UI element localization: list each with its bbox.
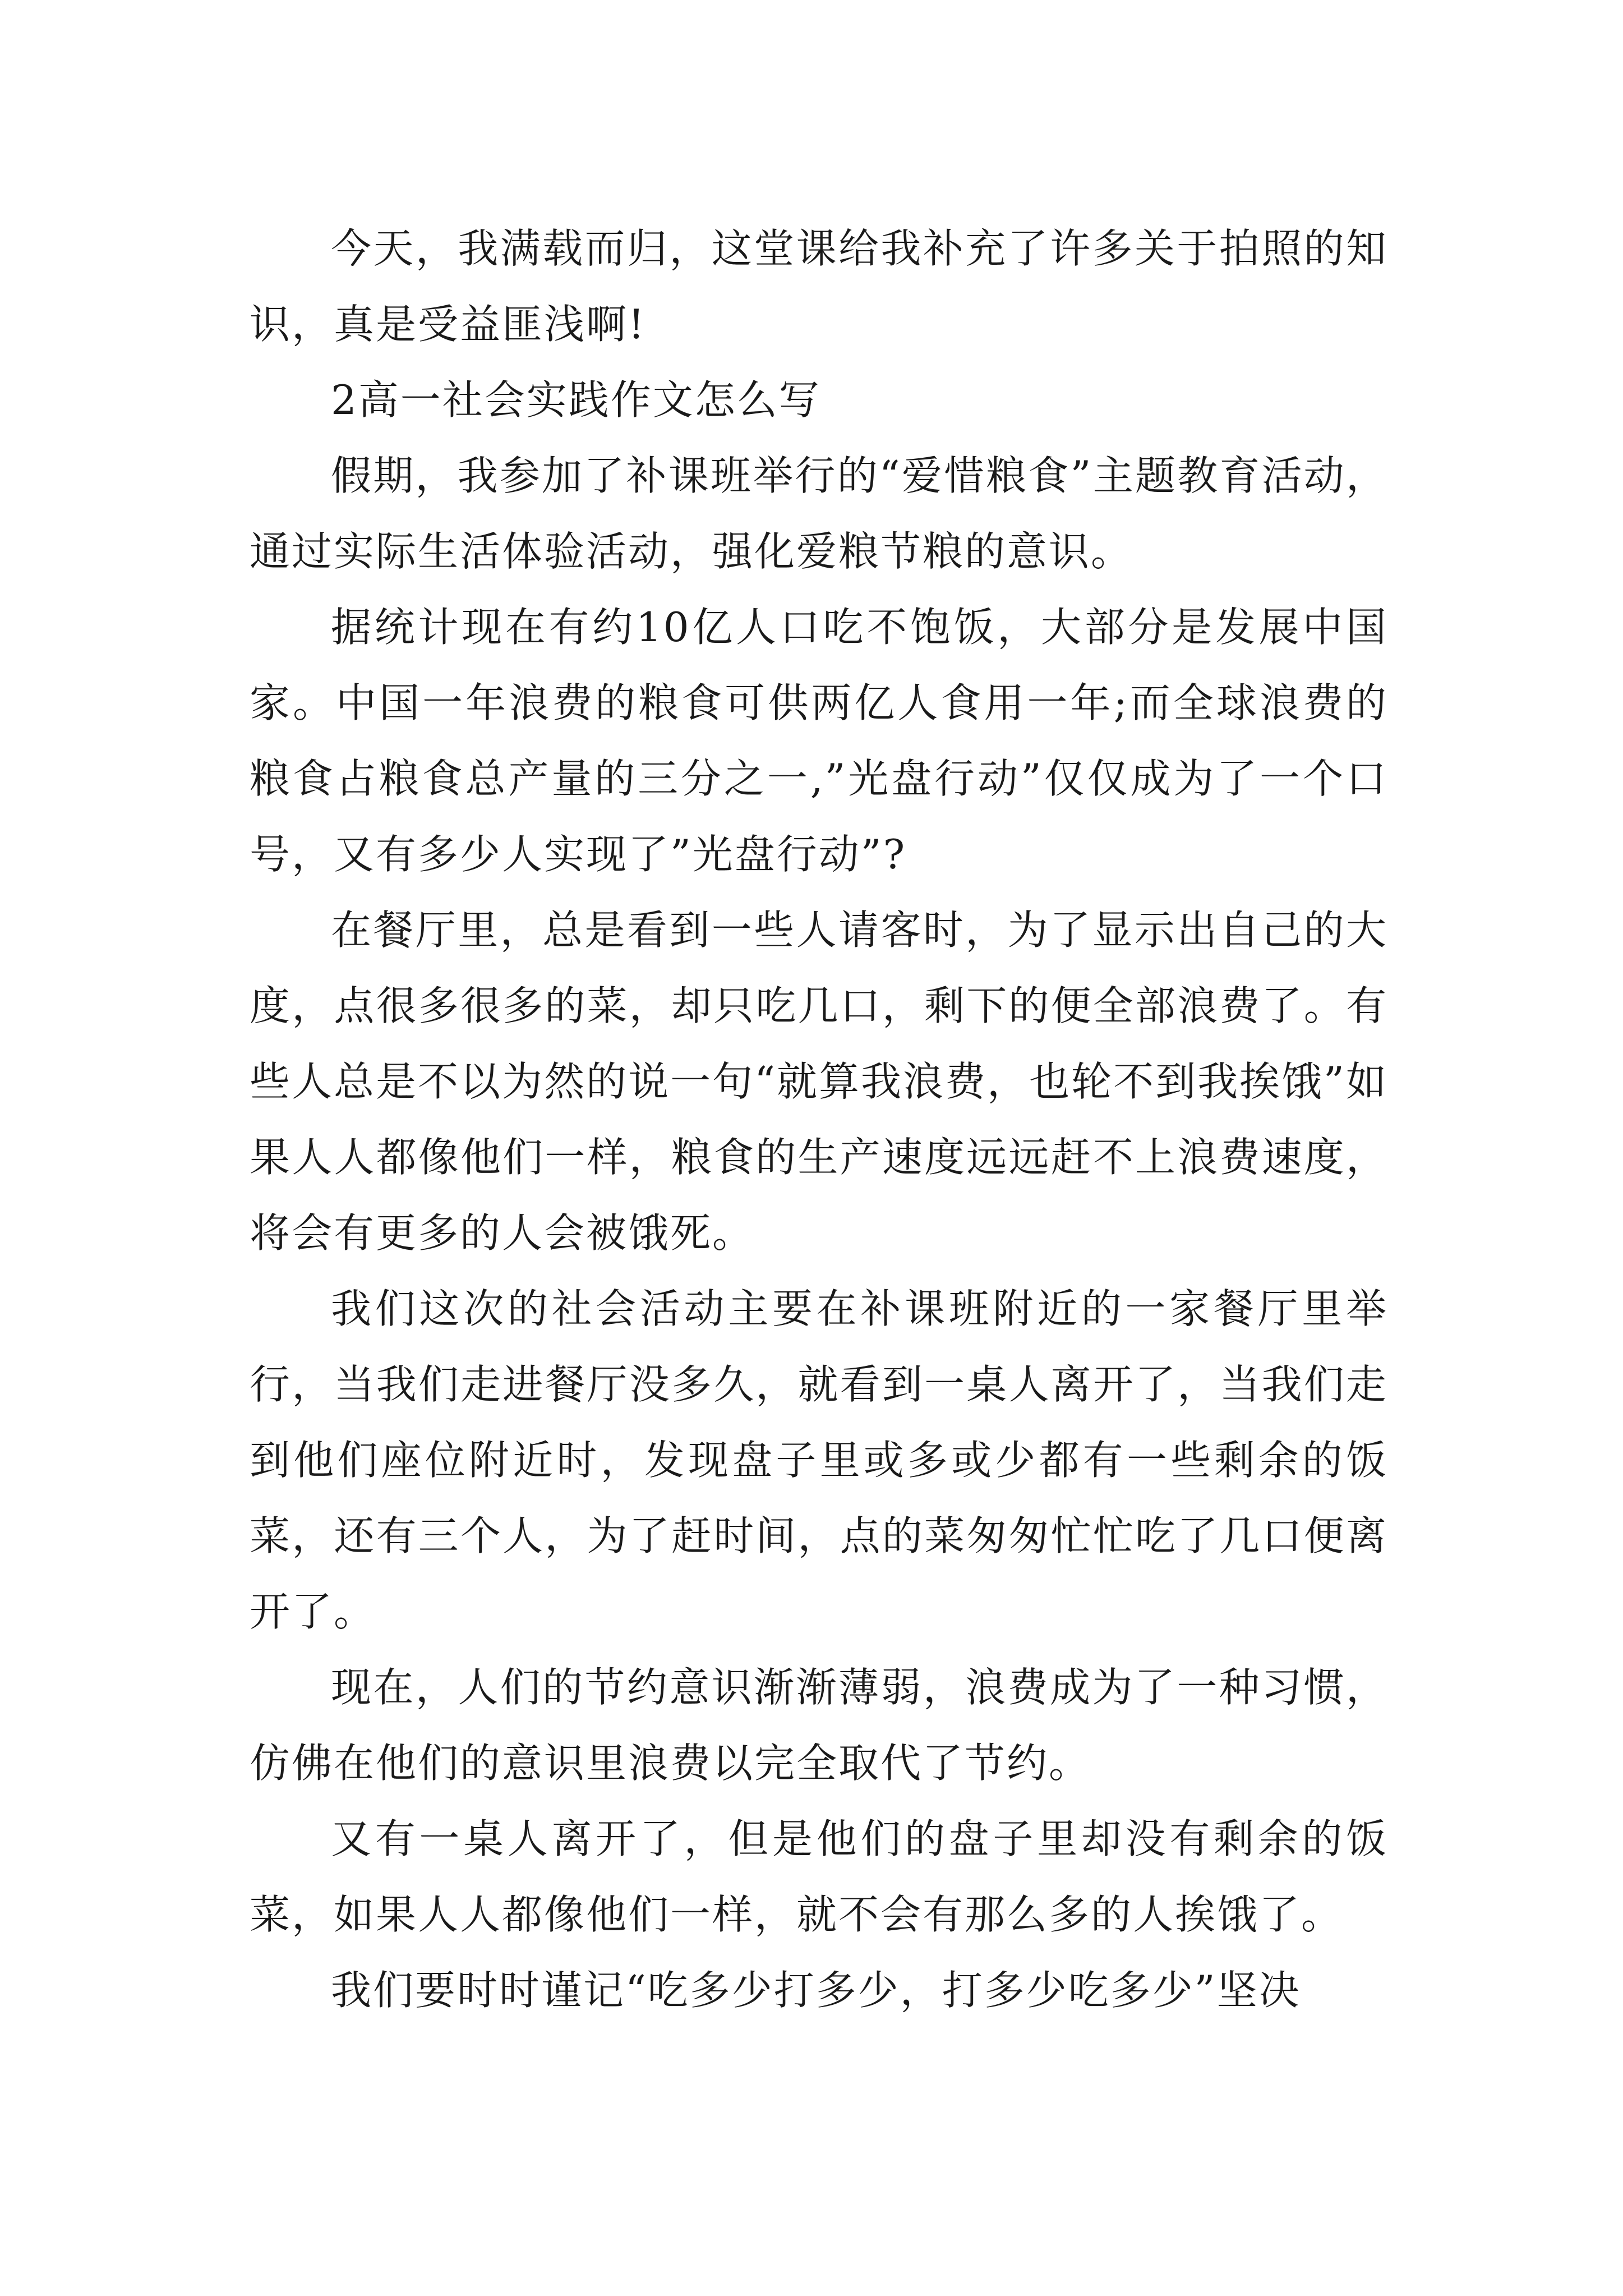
section-heading: 2高一社会实践作文怎么写 [331,376,821,424]
paragraph-resolution: 我们要时时谨记“吃多少打多少，打多少吃多少”坚决 [331,1967,1301,2014]
paragraph-conclusion: 今天，我满载而归，这堂课给我补充了许多关于拍照的知识，真是受益匪浅啊! [250,225,1388,348]
document-body [250,211,1388,2028]
paragraph-intro: 假期，我参加了补课班举行的“爱惜粮食”主题教育活动，通过实际生活体验活动，强化爱粮节粮的意识。 [250,452,1388,575]
paragraph-example: 又有一桌人离开了，但是他们的盘子里却没有剩余的饭菜，如果人人都像他们一样，就不会有那么多的人挨饿了。 [250,1815,1388,1938]
paragraph-restaurant: 在餐厅里，总是看到一些人请客时，为了显示出自己的大度，点很多很多的菜，却只吃几口，剩下的便全部浪费了。有些人总是不以为然的说一句“就算我浪费，也轮不到我挨饿”如果人人都像他们一样，粮食的生产速度远远赶不上浪费速度，将会有更多的人会被饿死。 [250,907,1388,1257]
paragraph-awareness: 现在，人们的节约意识渐渐薄弱，浪费成为了一种习惯，仿佛在他们的意识里浪费以完全取代了节约。 [250,1664,1388,1787]
paragraph-statistics: 据统计现在有约10亿人口吃不饱饭，大部分是发展中国家。中国一年浪费的粮食可供两亿人食用一年;而全球浪费的粮食占粮食总产量的三分之一,”光盘行动”仅仅成为了一个口号，又有多少人实现了”光盘行动”? [250,604,1388,878]
paragraph-activity: 我们这次的社会活动主要在补课班附近的一家餐厅里举行，当我们走进餐厅没多久，就看到一桌人离开了，当我们走到他们座位附近时，发现盘子里或多或少都有一些剩余的饭菜，还有三个人，为了赶时间，点的菜匆匆忙忙吃了几口便离开了。 [250,1285,1388,1635]
